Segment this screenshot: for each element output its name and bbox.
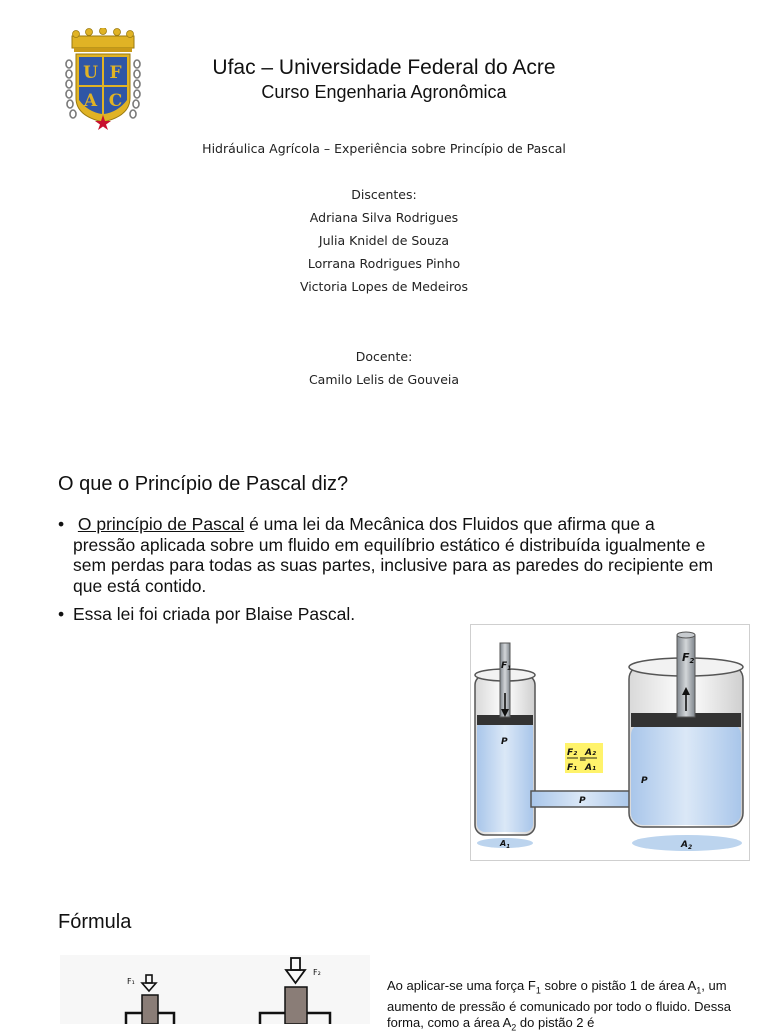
bullet-dot-icon: •: [58, 514, 65, 534]
formula-paragraph: Ao aplicar-se uma força $F_1$ sobre o pistão 1 de área $A_1$, um aumento de pressão é comunicado por todo o fluido. Dessa forma, como a área $A_2$ do pistão 2 é: [387, 978, 731, 1033]
svg-text:F: F: [109, 63, 122, 83]
svg-text:U: U: [83, 63, 98, 83]
teacher-label: Docente:: [355, 349, 413, 364]
student-name: Adriana Silva Rodrigues: [309, 210, 459, 225]
course-name: Curso Engenharia Agronômica: [261, 82, 507, 102]
section-heading-pascal: O que o Princípio de Pascal diz?: [58, 473, 349, 495]
svg-text:F₁: F₁: [127, 977, 135, 986]
document-subject: Hidráulica Agrícola – Experiência sobre Princípio de Pascal: [202, 141, 566, 156]
piston-diagram: [60, 955, 370, 1024]
student-name: Lorrana Rodrigues Pinho: [307, 256, 461, 271]
svg-text:=: =: [579, 755, 587, 765]
pascal-principle-link[interactable]: O princípio de Pascal: [77, 514, 245, 534]
students-label: Discentes:: [351, 187, 417, 202]
svg-text:A: A: [83, 91, 98, 111]
svg-text:F₂: F₂: [567, 748, 578, 758]
svg-text:F1: $F_1$: [501, 661, 512, 672]
section-heading-formula: Fórmula: [58, 911, 132, 933]
bullet-list: [58, 514, 718, 633]
bullet-dot-icon: •: [58, 604, 65, 624]
bullet-text: é uma lei da Mecânica dos Fluidos que afirma que a pressão aplicada sobre um fluido em equilíbrio estático é distribuída igualmente e sem perdas para todas as suas partes, inclusive para as paredes do recipiente em que está contido.: [73, 514, 714, 596]
svg-text:F2: F2: [682, 651, 695, 665]
crown-icon: [72, 28, 134, 52]
svg-text:P: P: [579, 796, 586, 806]
bullet-text: Essa lei foi criada por Blaise Pascal.: [73, 604, 356, 624]
student-name: Julia Knidel de Souza: [318, 233, 450, 248]
teacher-name: Camilo Lelis de Gouveia: [308, 372, 460, 387]
svg-text:A1: $A_1$: [500, 839, 511, 850]
svg-text:A₁: A₁: [585, 763, 596, 773]
hydraulic-press-figure: [470, 624, 750, 861]
student-name: Victoria Lopes de Medeiros: [299, 279, 469, 294]
svg-text:F₂: F₂: [313, 968, 321, 977]
svg-text:P: P: [501, 737, 508, 747]
svg-text:F₁: F₁: [567, 763, 578, 773]
bullet-item: [58, 604, 718, 625]
university-name: Ufac – Universidade Federal do Acre: [212, 56, 556, 79]
university-logo: [62, 28, 144, 132]
svg-text:A₂: A₂: [585, 748, 596, 758]
svg-text:A2: $A_2$: [681, 840, 693, 851]
svg-text:C: C: [108, 91, 123, 111]
bullet-item: [58, 514, 718, 596]
svg-text:P: P: [641, 776, 648, 786]
